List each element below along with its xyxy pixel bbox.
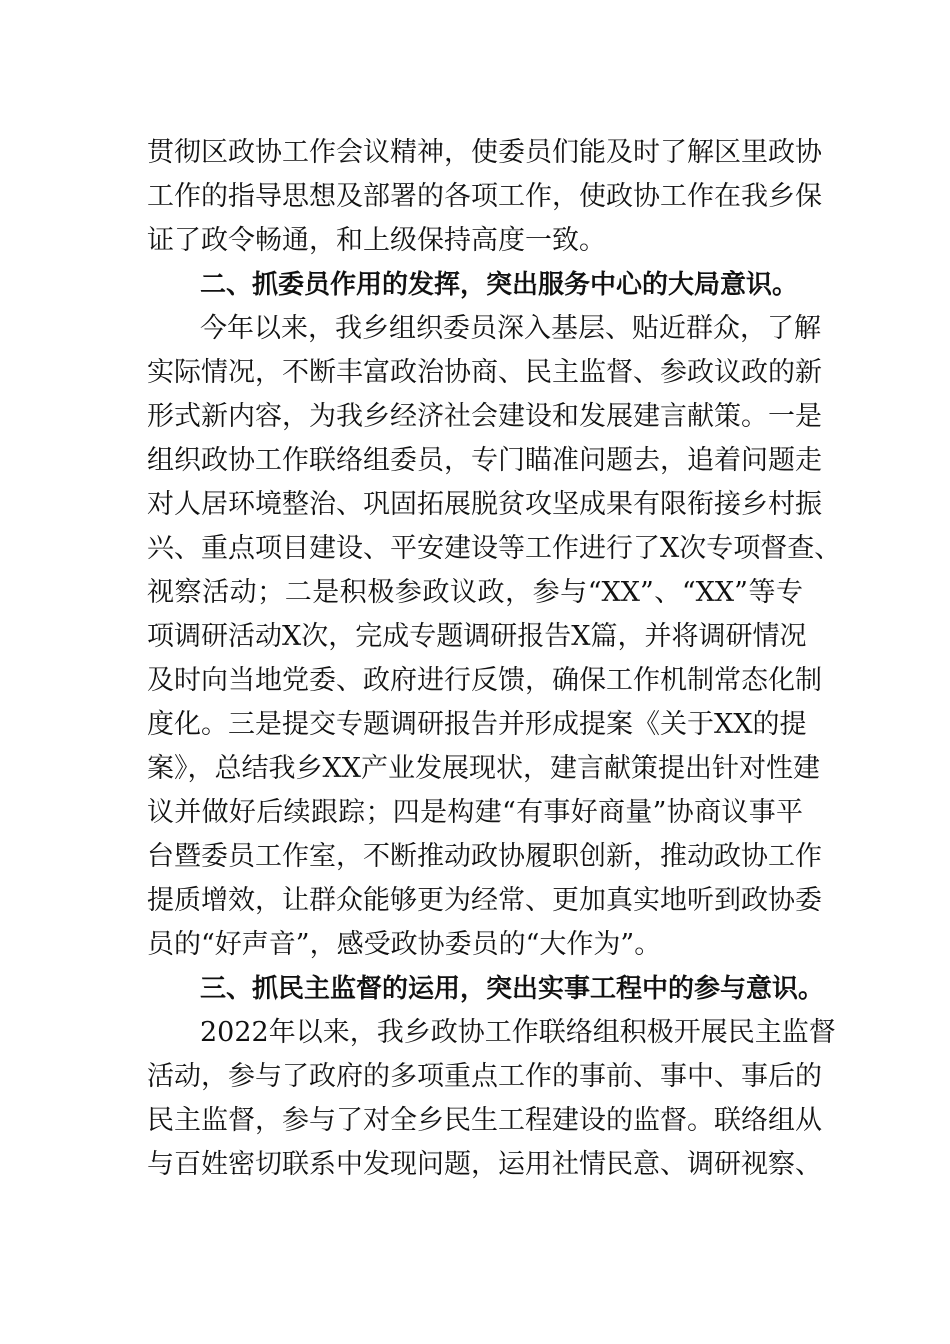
paragraph-line: 形式新内容，为我乡经济社会建设和发展建言献策。一是 <box>147 401 822 432</box>
paragraph-line: 与百姓密切联系中发现问题，运用社情民意、调研视察、 <box>147 1149 822 1180</box>
section-heading: 二、抓委员作用的发挥，突出服务中心的大局意识。 <box>200 270 799 300</box>
paragraph-line: 案》，总结我乡XX产业发展现状，建言献策提出针对性建 <box>147 753 820 784</box>
paragraph-line: 证了政令畅通，和上级保持高度一致。 <box>147 225 606 256</box>
paragraph-line: 组织政协工作联络组委员，专门瞄准问题去，追着问题走 <box>147 445 822 476</box>
paragraph-line: 视察活动；二是积极参政议政，参与“XX”、“XX”等专 <box>147 577 803 608</box>
paragraph-line: 台暨委员工作室，不断推动政协履职创新，推动政协工作 <box>147 841 822 872</box>
section-heading: 三、抓民主监督的运用，突出实事工程中的参与意识。 <box>200 974 825 1004</box>
paragraph-line: 工作的指导思想及部署的各项工作，使政协工作在我乡保 <box>147 181 822 212</box>
paragraph-line: 及时向当地党委、政府进行反馈，确保工作机制常态化制 <box>147 665 822 696</box>
paragraph-line: 项调研活动X次，完成专题调研报告X篇，并将调研情况 <box>147 621 807 652</box>
paragraph-line: 对人居环境整治、巩固拓展脱贫攻坚成果有限衔接乡村振 <box>147 489 822 520</box>
paragraph-line: 2022年以来，我乡政协工作联络组积极开展民主监督 <box>200 1017 836 1048</box>
paragraph-line: 度化。三是提交专题调研报告并形成提案《关于XX的提 <box>147 709 807 740</box>
paragraph-line: 提质增效，让群众能够更为经常、更加真实地听到政协委 <box>147 885 822 916</box>
paragraph-line: 今年以来，我乡组织委员深入基层、贴近群众，了解 <box>200 313 821 344</box>
paragraph-line: 实际情况，不断丰富政治协商、民主监督、参政议政的新 <box>147 357 822 388</box>
paragraph-line: 民主监督，参与了对全乡民生工程建设的监督。联络组从 <box>147 1105 822 1136</box>
paragraph-line: 贯彻区政协工作会议精神，使委员们能及时了解区里政协 <box>147 137 822 168</box>
paragraph-line: 兴、重点项目建设、平安建设等工作进行了X次专项督查、 <box>147 533 842 564</box>
paragraph-line: 议并做好后续跟踪；四是构建“有事好商量”协商议事平 <box>147 797 803 828</box>
paragraph-line: 员的“好声音”，感受政协委员的“大作为”。 <box>147 929 662 960</box>
paragraph-line: 活动，参与了政府的多项重点工作的事前、事中、事后的 <box>147 1061 822 1092</box>
